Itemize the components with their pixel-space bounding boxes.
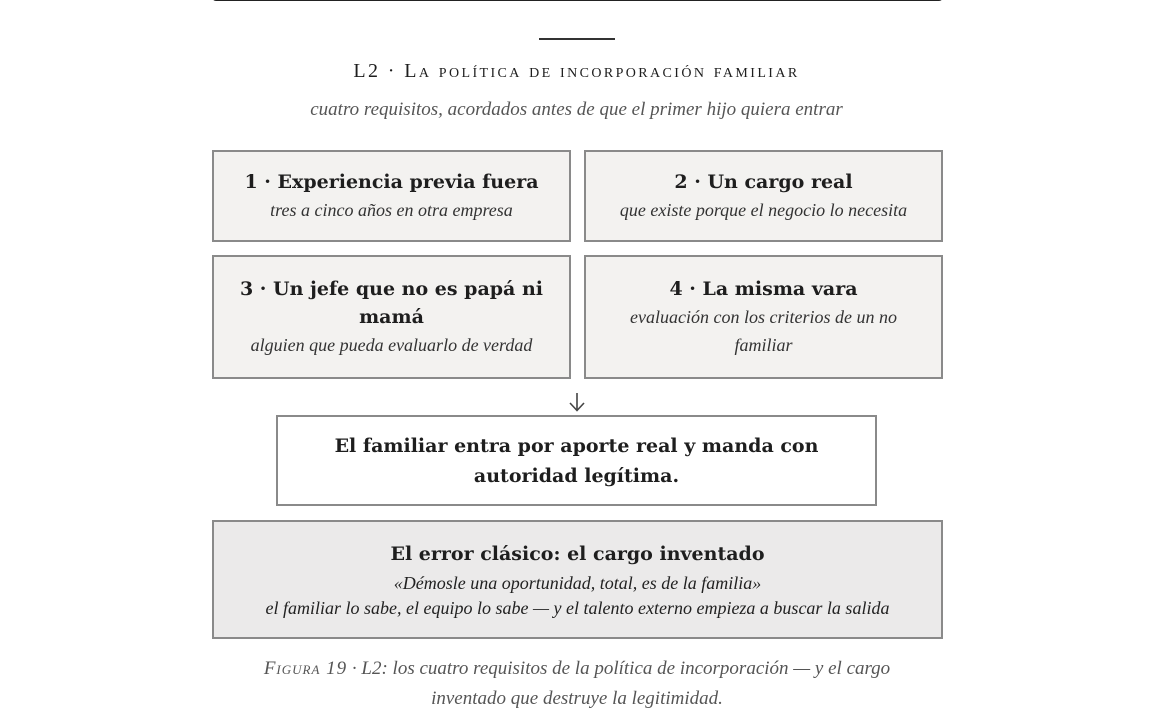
requirement-box-1 — [212, 150, 571, 242]
requirement-subtitle: tres a cinco años en otra empresa — [270, 200, 513, 220]
requirement-box-4 — [584, 255, 943, 379]
figure-caption-text: · L2: los cuatro requisitos de la política de incorporación — y el cargo inventado que destruye la legitimidad. — [347, 658, 891, 709]
outcome-box — [276, 415, 877, 506]
section-divider — [539, 38, 615, 40]
warning-consequence: el familiar lo sabe, el equipo lo sabe — y el talento externo empieza a buscar la salida — [265, 597, 890, 618]
figure-caption — [262, 654, 892, 714]
requirement-title: 3 · Un jefe que no es papá ni mamá — [239, 278, 544, 328]
section-subtitle: cuatro requisitos, acordados antes de que el primer hijo quiera entrar — [310, 99, 843, 120]
requirement-box-2 — [584, 150, 943, 242]
requirement-title: 2 · Un cargo real — [674, 171, 853, 193]
previous-figure-frame — [212, 0, 943, 1]
warning-quote: «Démosle una oportunidad, total, es de la familia» — [393, 572, 762, 593]
figure-label: Figura 19 — [263, 658, 348, 679]
requirement-title: 1 · Experiencia previa fuera — [244, 171, 539, 193]
section-title: L2 · La política de incorporación familiar — [353, 60, 800, 82]
requirement-box-3 — [212, 255, 571, 379]
requirement-subtitle: alguien que pueda evaluarlo de verdad — [250, 335, 533, 355]
warning-box — [212, 520, 943, 639]
warning-title: El error clásico: el cargo inventado — [390, 542, 765, 565]
requirement-title: 4 · La misma vara — [669, 278, 858, 300]
requirement-subtitle: evaluación con los criterios de un no familiar — [630, 307, 897, 355]
arrow-down-icon — [566, 391, 588, 413]
outcome-text: El familiar entra por aporte real y manda con autoridad legítima. — [334, 434, 819, 487]
requirement-subtitle: que existe porque el negocio lo necesita — [619, 200, 908, 220]
